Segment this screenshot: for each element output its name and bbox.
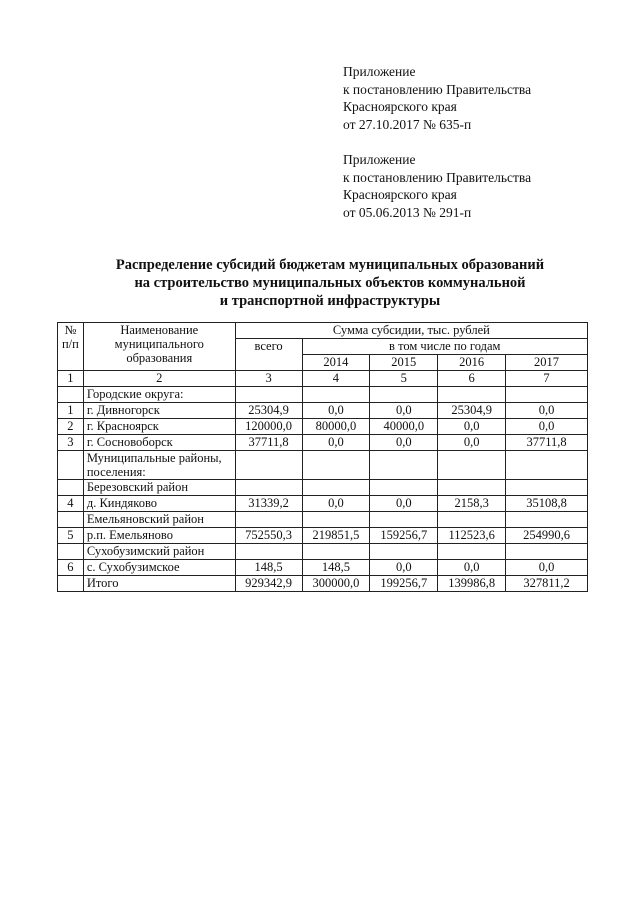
row-total: 752550,3 (235, 528, 302, 544)
row-2017: 35108,8 (506, 496, 588, 512)
table-row (58, 496, 588, 512)
table-row (58, 403, 588, 419)
group-label: Муниципальные районы, поселения: (83, 451, 235, 480)
row-num: 6 (58, 560, 84, 576)
col-number: 6 (438, 371, 506, 387)
appendix-line: к постановлению Правительства (343, 169, 532, 185)
header-by-years: в том числе по годам (302, 339, 588, 355)
row-num: 3 (58, 435, 84, 451)
col-number: 3 (235, 371, 302, 387)
table-row (58, 435, 588, 451)
appendix-block-original (343, 151, 531, 221)
row-name: с. Сухобузимское (83, 560, 235, 576)
row-num: 5 (58, 528, 84, 544)
row-2014: 0,0 (302, 496, 370, 512)
row-num: 1 (58, 403, 84, 419)
col-number: 5 (370, 371, 438, 387)
row-2017: 0,0 (506, 403, 588, 419)
total-2017: 327811,2 (506, 576, 588, 592)
row-2015: 40000,0 (370, 419, 438, 435)
row-num: 4 (58, 496, 84, 512)
row-2016: 112523,6 (438, 528, 506, 544)
header-num: № п/п (58, 323, 84, 371)
title-line: Распределение субсидий бюджетам муниципальных образований (115, 257, 545, 273)
appendix-line: Красноярского края (343, 99, 457, 114)
row-total: 31339,2 (235, 496, 302, 512)
total-row (58, 576, 588, 592)
group-row (58, 387, 588, 403)
total-sum: 929342,9 (235, 576, 302, 592)
row-2016: 0,0 (438, 560, 506, 576)
row-2017: 37711,8 (506, 435, 588, 451)
row-2016: 25304,9 (438, 403, 506, 419)
total-2015: 199256,7 (370, 576, 438, 592)
group-row (58, 451, 588, 480)
table-row (58, 419, 588, 435)
group-label: Городские округа: (83, 387, 235, 403)
group-row (58, 512, 588, 528)
col-number: 7 (506, 371, 588, 387)
header-total: всего (235, 339, 302, 371)
total-2016: 139986,8 (438, 576, 506, 592)
document-title (40, 256, 620, 310)
subsidies-table (57, 322, 588, 592)
total-label: Итого (83, 576, 235, 592)
row-name: д. Киндяково (83, 496, 235, 512)
row-2016: 0,0 (438, 419, 506, 435)
row-2017: 254990,6 (506, 528, 588, 544)
header-name: Наименование муниципального образования (83, 323, 235, 371)
row-2016: 0,0 (438, 435, 506, 451)
row-2014: 80000,0 (302, 419, 370, 435)
appendix-line: к постановлению Правительства (343, 81, 532, 97)
appendix-block-current (343, 63, 531, 133)
row-total: 25304,9 (235, 403, 302, 419)
row-name: г. Красноярск (83, 419, 235, 435)
group-label: Сухобузимский район (83, 544, 235, 560)
header-year: 2015 (370, 355, 438, 371)
row-2015: 159256,7 (370, 528, 438, 544)
row-2016: 2158,3 (438, 496, 506, 512)
appendix-date: от 05.06.2013 № 291-п (343, 204, 472, 220)
title-line: на строительство муниципальных объектов коммунальной (134, 275, 526, 291)
col-number: 4 (302, 371, 370, 387)
row-2015: 0,0 (370, 560, 438, 576)
header-year: 2014 (302, 355, 370, 371)
table-row (58, 560, 588, 576)
header-year: 2017 (506, 355, 588, 371)
title-line: и транспортной инфраструктуры (219, 293, 441, 309)
row-2014: 0,0 (302, 435, 370, 451)
row-2015: 0,0 (370, 496, 438, 512)
header-year: 2016 (438, 355, 506, 371)
row-total: 148,5 (235, 560, 302, 576)
row-2014: 219851,5 (302, 528, 370, 544)
table-row (58, 528, 588, 544)
row-2014: 0,0 (302, 403, 370, 419)
row-total: 120000,0 (235, 419, 302, 435)
table-header-row (58, 323, 588, 339)
appendix-heading: Приложение (343, 64, 416, 79)
col-number: 2 (83, 371, 235, 387)
column-number-row (58, 371, 588, 387)
col-number: 1 (58, 371, 84, 387)
group-row (58, 480, 588, 496)
row-name: г. Сосновоборск (83, 435, 235, 451)
row-num: 2 (58, 419, 84, 435)
group-label: Емельяновский район (83, 512, 235, 528)
row-2017: 0,0 (506, 419, 588, 435)
row-name: р.п. Емельяново (83, 528, 235, 544)
row-2015: 0,0 (370, 435, 438, 451)
row-2015: 0,0 (370, 403, 438, 419)
row-2014: 148,5 (302, 560, 370, 576)
appendix-line: Красноярского края (343, 187, 457, 202)
appendix-date: от 27.10.2017 № 635-п (343, 116, 472, 132)
total-2014: 300000,0 (302, 576, 370, 592)
header-sum: Сумма субсидии, тыс. рублей (235, 323, 587, 339)
group-label: Березовский район (83, 480, 235, 496)
row-total: 37711,8 (235, 435, 302, 451)
appendix-heading: Приложение (343, 152, 416, 167)
row-2017: 0,0 (506, 560, 588, 576)
group-row (58, 544, 588, 560)
row-name: г. Дивногорск (83, 403, 235, 419)
